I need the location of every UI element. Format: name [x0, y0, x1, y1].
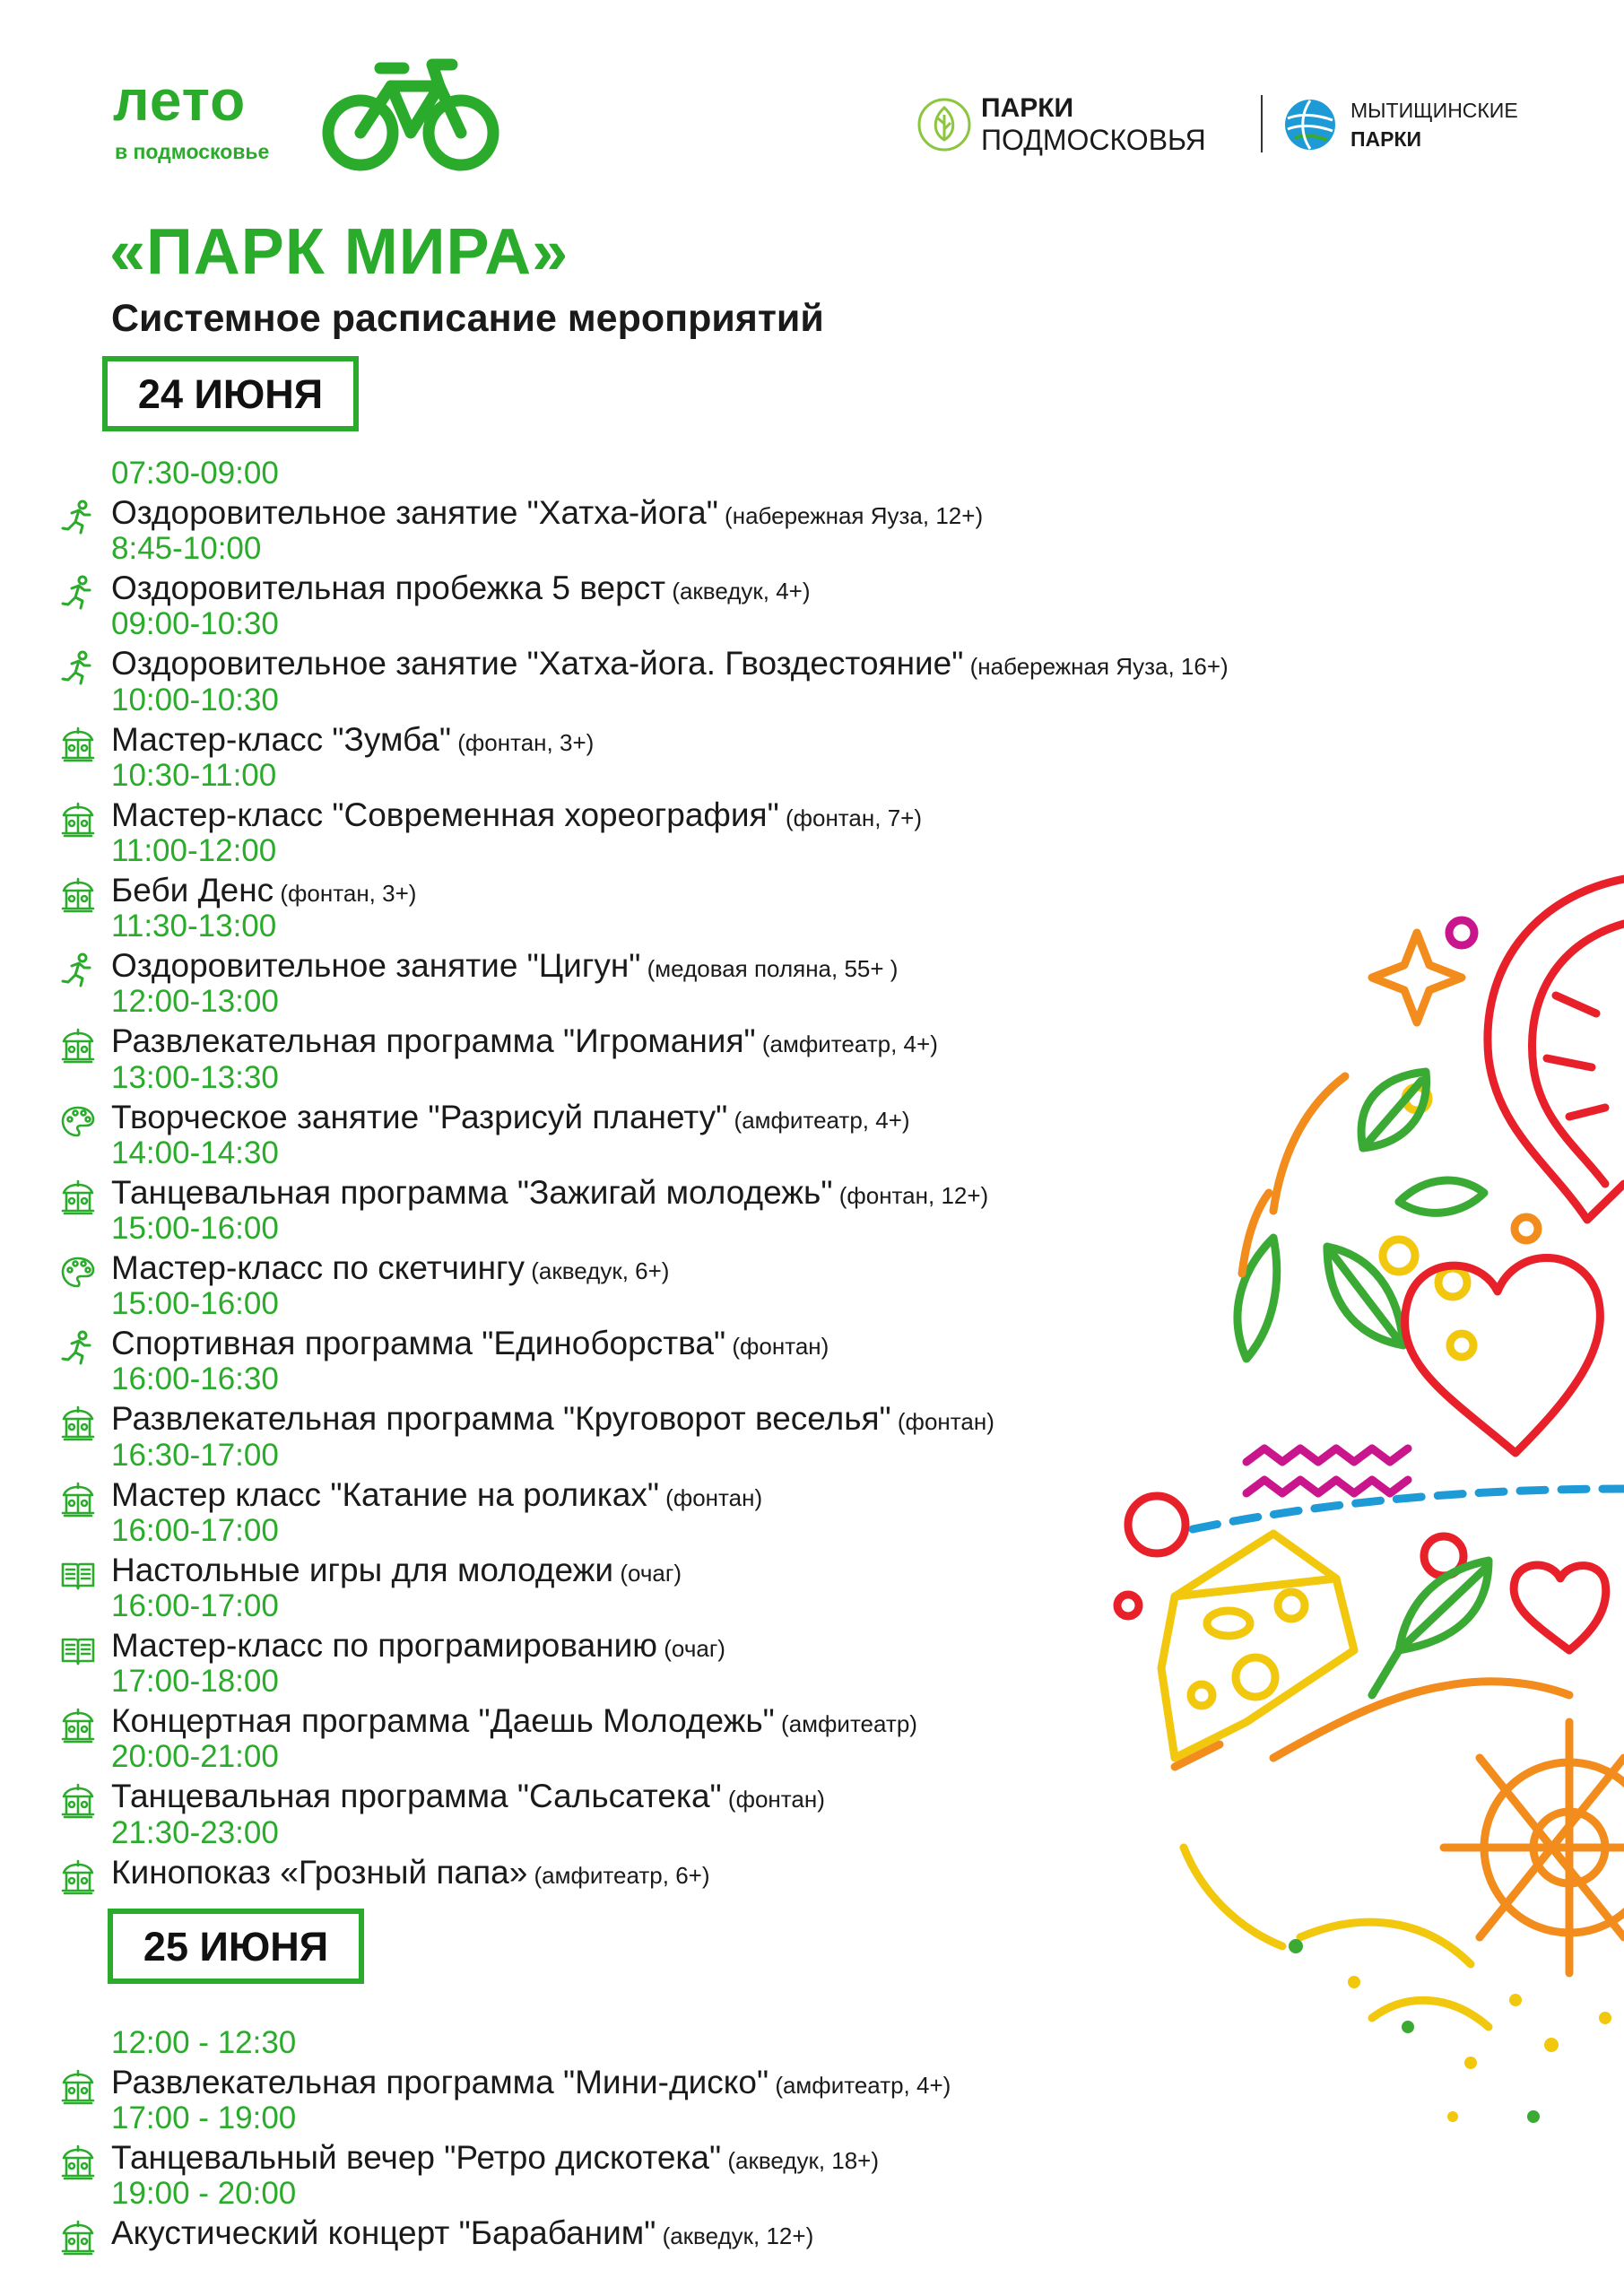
event-title: Настольные игры для молодежи: [111, 1551, 614, 1588]
event-time: 8:45-10:00: [111, 531, 262, 567]
event-time: 11:00-12:00: [111, 833, 277, 868]
event-title: Развлекательная программа "Игромания": [111, 1022, 756, 1060]
event-title: Танцевальная программа "Зажигай молодежь": [111, 1173, 833, 1211]
event-time: 14:00-14:30: [111, 1135, 279, 1170]
event-title: Беби Денс: [111, 872, 274, 909]
bicycle-icon: [321, 56, 500, 172]
decorative-illustration: [1067, 861, 1624, 2152]
parks-logo-line1: ПАРКИ: [981, 93, 1074, 123]
schedule-item: [0, 1059, 1166, 1137]
event-time: 15:00-16:00: [111, 1211, 279, 1246]
event-description: [111, 947, 899, 985]
event-location-age: (амфитеатр): [774, 1710, 917, 1738]
book-icon: [59, 1556, 97, 1594]
event-location-age: (амфитеатр, 6+): [527, 1861, 710, 1889]
event-title: Оздоровительное занятие "Хатха-йога. Гвоздестояние": [111, 645, 964, 683]
leto-logo: [113, 56, 508, 172]
carousel-icon: [59, 1027, 97, 1065]
leto-logo-subtext: в подмосковье: [115, 140, 270, 163]
event-title: Танцевальный вечер "Ретро дискотека": [111, 2139, 722, 2177]
event-time: 10:00-10:30: [111, 682, 279, 718]
schedule-item: [0, 1814, 1166, 1892]
logo-divider: [1261, 95, 1263, 152]
page-subtitle: Системное расписание мероприятий: [111, 297, 824, 340]
event-time: 11:30-13:00: [111, 909, 277, 944]
event-description: [111, 1553, 682, 1587]
event-location-age: (акведук, 4+): [665, 578, 811, 605]
event-location-age: (набережная Яуза, 16+): [963, 653, 1229, 681]
schedule-item: [0, 986, 1166, 1061]
runner-icon: [59, 1329, 97, 1367]
book-icon: [59, 1631, 97, 1669]
event-time: 15:00-16:00: [111, 1286, 279, 1322]
event-title: Развлекательная программа "Круговорот веселья": [111, 1400, 891, 1438]
event-title: Оздоровительное занятие "Цигун": [111, 947, 641, 985]
event-time: 20:00-21:00: [111, 1739, 279, 1775]
carousel-icon: [59, 876, 97, 914]
event-location-age: (очаг): [613, 1559, 682, 1587]
star-shape: [1372, 933, 1462, 1022]
event-time: 07:30-09:00: [111, 456, 279, 491]
mytishchi-logo-line2: ПАРКИ: [1350, 127, 1422, 151]
event-title: Мастер класс "Катание на роликах": [111, 1475, 659, 1513]
schedule-item: [0, 2178, 1166, 2253]
event-description: [111, 1702, 917, 1740]
mytishchi-globe-icon: [1282, 97, 1338, 152]
event-title: Мастер-класс "Современная хореография": [111, 796, 779, 833]
event-location-age: (фонтан, 12+): [832, 1181, 989, 1209]
schedule-item: [0, 684, 1166, 760]
carousel-icon: [59, 2144, 97, 2181]
event-description: [111, 1173, 989, 1211]
event-title: Кинопоказ «Грозный папа»: [111, 1853, 528, 1891]
carousel-icon: [59, 726, 97, 763]
event-location-age: (медовая поляна, 55+ ): [640, 955, 899, 983]
event-description: [111, 496, 983, 529]
carousel-icon: [59, 1481, 97, 1518]
carousel-icon: [59, 801, 97, 839]
parks-logo-line2: ПОДМОСКОВЬЯ: [981, 124, 1206, 156]
event-description: [111, 1779, 825, 1813]
event-time: 12:00-13:00: [111, 984, 279, 1020]
event-location-age: (набережная Яуза, 12+): [717, 502, 984, 529]
event-location-age: (акведук, 12+): [656, 2222, 814, 2250]
carousel-icon: [59, 1178, 97, 1216]
heart-shape: [1405, 1258, 1601, 1454]
runner-icon: [59, 499, 97, 536]
event-title: Творческое занятие "Разрисуй планету": [111, 1098, 728, 1135]
partner-logos: [916, 90, 1544, 161]
event-time: 21:30-23:00: [111, 1814, 279, 1850]
date-heading-day1: 24 ИЮНЯ: [102, 356, 359, 431]
parks-leaf-icon: [916, 97, 972, 152]
runner-icon: [59, 574, 97, 612]
event-location-age: (фонтан, 3+): [451, 728, 595, 756]
event-location-age: (очаг): [657, 1635, 725, 1662]
event-description: [111, 570, 811, 607]
event-description: [111, 1400, 994, 1438]
carousel-icon: [59, 1707, 97, 1744]
event-location-age: (амфитеатр, 4+): [769, 2072, 951, 2099]
event-location-age: (фонтан): [725, 1333, 829, 1361]
carousel-icon: [59, 2068, 97, 2106]
event-description: [111, 2066, 951, 2099]
carousel-icon: [59, 2219, 97, 2257]
carousel-icon: [59, 1405, 97, 1442]
event-location-age: (фонтан): [658, 1483, 763, 1511]
event-description: [111, 1853, 710, 1891]
event-title: Концертная программа "Даешь Молодежь": [111, 1702, 775, 1740]
schedule-item: [0, 1590, 1166, 1665]
schedule-item: [0, 533, 1166, 608]
schedule-item: [0, 910, 1166, 986]
event-description: [111, 720, 595, 758]
event-description: [111, 1326, 829, 1360]
event-location-age: (фонтан, 3+): [274, 880, 417, 907]
schedule-item: [0, 1363, 1166, 1439]
schedule-item: [0, 1741, 1166, 1816]
schedule-item: [0, 1213, 1166, 1288]
schedule-item: [0, 1439, 1166, 1515]
event-title: Танцевальная программа "Сальсатека": [111, 1778, 722, 1815]
schedule-item: [0, 757, 1166, 835]
event-description: [111, 1251, 669, 1284]
schedule-item: [0, 2102, 1166, 2178]
event-time: 16:00-16:30: [111, 1361, 279, 1397]
event-title: Акустический концерт "Барабаним": [111, 2214, 656, 2252]
event-description: [111, 874, 416, 907]
event-title: Спортивная программа "Единоборства": [111, 1325, 726, 1362]
carousel-icon: [59, 1782, 97, 1820]
schedule-item: [0, 1512, 1166, 1590]
event-description: [111, 2214, 814, 2252]
event-location-age: (фонтан, 7+): [778, 804, 922, 831]
event-location-age: (акведук, 18+): [721, 2147, 880, 2175]
runner-icon: [59, 952, 97, 989]
event-time: 17:00 - 19:00: [111, 2100, 297, 2136]
schedule-item: [0, 835, 1166, 910]
leto-logo-text: лето: [113, 68, 247, 133]
schedule-item: [0, 457, 1166, 533]
event-time: 17:00-18:00: [111, 1664, 279, 1700]
event-description: [111, 798, 922, 831]
schedule-item: [0, 1137, 1166, 1213]
event-time: 16:00-17:00: [111, 1588, 279, 1623]
event-location-age: (амфитеатр, 4+): [755, 1031, 938, 1058]
event-title: Развлекательная программа "Мини-диско": [111, 2064, 769, 2100]
event-location-age: (амфитеатр, 4+): [727, 1106, 910, 1134]
event-location-age: (фонтан): [890, 1408, 994, 1436]
event-description: [111, 1022, 938, 1060]
event-time: 12:00 - 12:30: [111, 2025, 297, 2060]
event-time: 10:30-11:00: [111, 757, 277, 793]
event-description: [111, 645, 1229, 683]
palette-icon: [59, 1254, 97, 1292]
event-description: [111, 1629, 725, 1662]
event-title: Оздоровительное занятие "Хатха-йога": [111, 494, 718, 531]
event-time: 16:30-17:00: [111, 1437, 279, 1473]
event-location-age: (фонтан): [721, 1786, 825, 1813]
event-description: [111, 1475, 763, 1513]
schedule-item: [0, 606, 1229, 683]
cheese-shape: [1161, 1534, 1354, 1758]
mytishchi-logo-line1: МЫТИЩИНСКИЕ: [1350, 99, 1518, 122]
event-location-age: (акведук, 6+): [525, 1257, 670, 1284]
event-title: Оздоровительная пробежка 5 верст: [111, 570, 666, 607]
event-time: 16:00-17:00: [111, 1512, 279, 1548]
event-title: Мастер-класс "Зумба": [111, 720, 452, 758]
carousel-icon: [59, 1858, 97, 1896]
page-title: «ПАРК МИРА»: [109, 216, 569, 288]
runner-icon: [59, 649, 97, 687]
event-title: Мастер-класс по програмированию: [111, 1627, 658, 1664]
event-description: [111, 2139, 880, 2177]
event-description: [111, 1100, 910, 1134]
schedule-item: [0, 2027, 1166, 2102]
schedule-item: [0, 1665, 1166, 1741]
event-time: 13:00-13:30: [111, 1059, 279, 1095]
event-time: 09:00-10:30: [111, 606, 279, 642]
schedule-item: [0, 1288, 1166, 1363]
palette-icon: [59, 1103, 97, 1141]
date-heading-day2: 25 ИЮНЯ: [108, 1909, 364, 1984]
event-title: Мастер-класс по скетчингу: [111, 1249, 525, 1286]
event-time: 19:00 - 20:00: [111, 2176, 297, 2212]
